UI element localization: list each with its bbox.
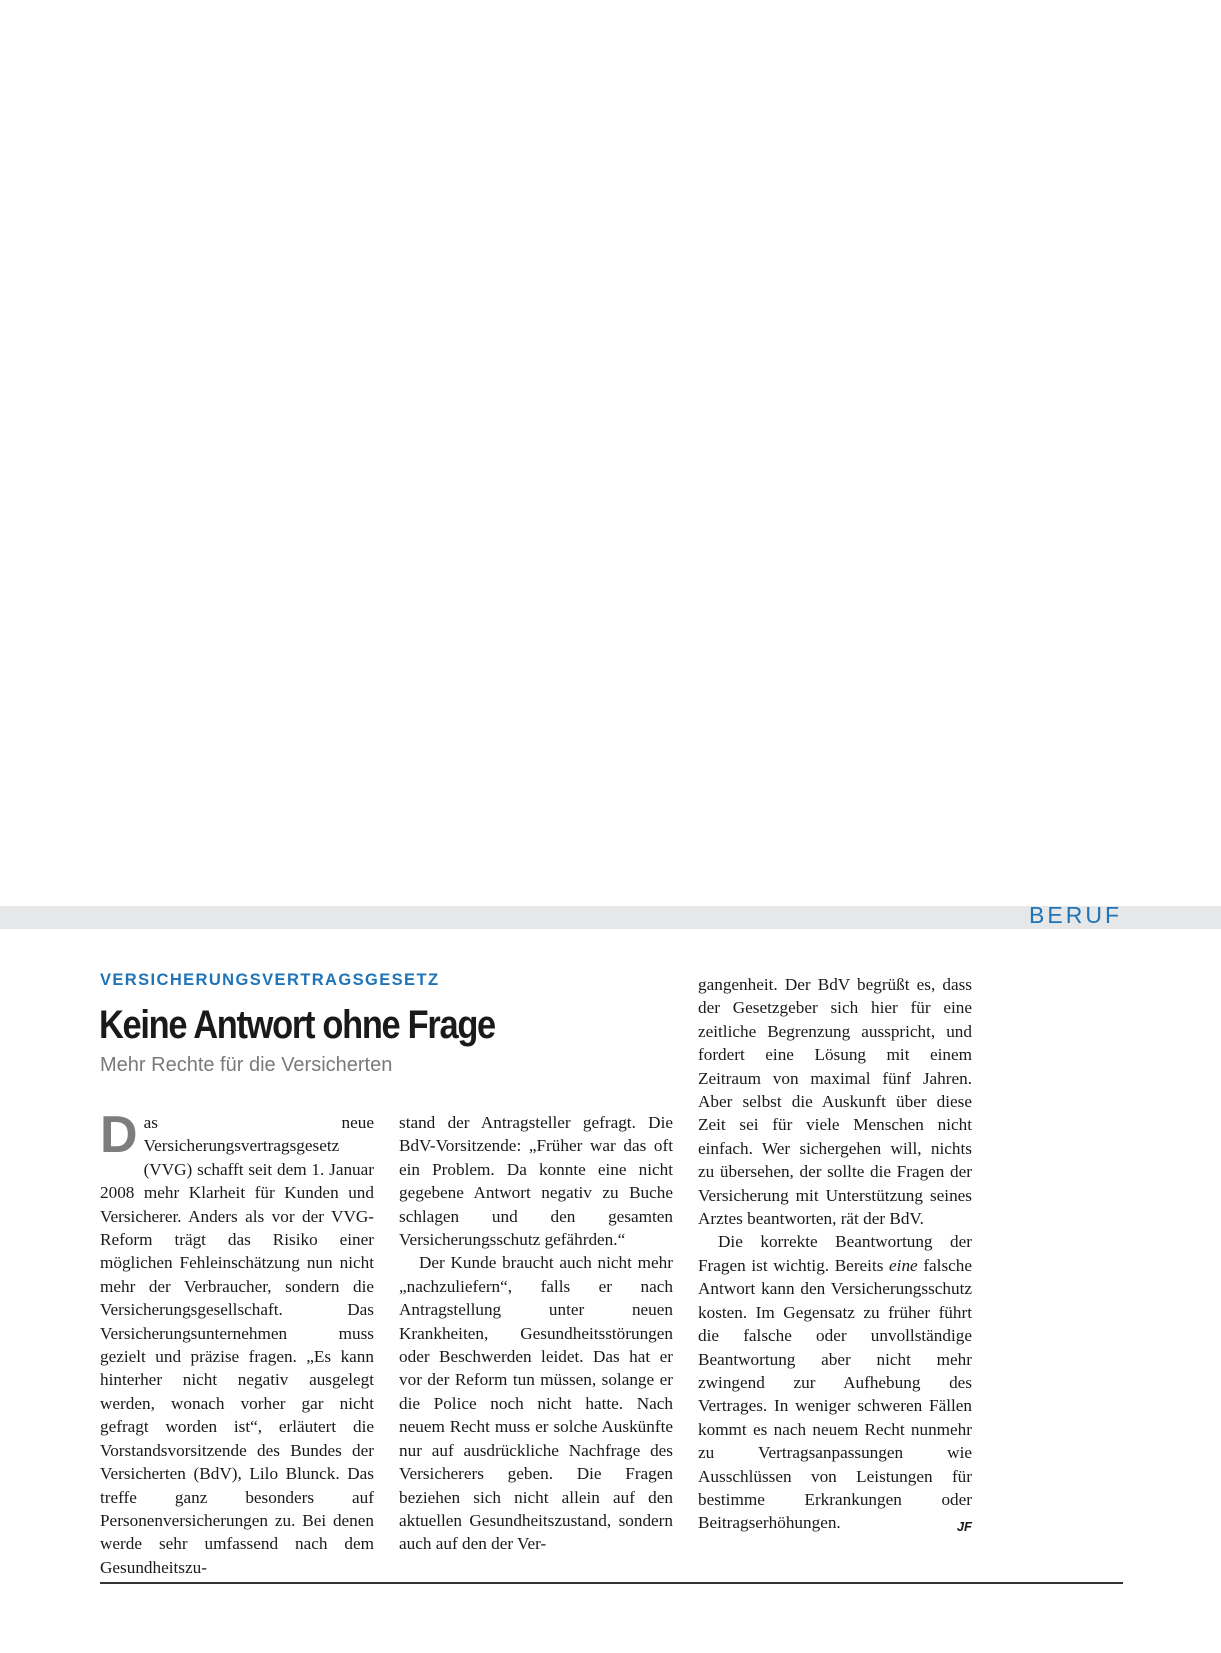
paragraph: gangenheit. Der BdV begrüßt es, dass der Gesetzgeber sich hier für eine zeitliche Begrenzung ausspricht, und fordert eine Lösung mit einem Zeitraum von maximal fünf Jahren. Aber selbst die Auskunft über diese Zeit sei für viele Menschen nicht einfach. Wer sichergehen will, nichts zu übersehen, der sollte die Fragen der Versicherung mit Unterstützung seines Arztes beantworten, rät der BdV.: [698, 975, 972, 1229]
article-column-3: [698, 973, 972, 1539]
paragraph: [100, 1106, 374, 1579]
paragraph: Der Kunde braucht auch nicht mehr „nachzuliefern“, falls er nach Antragstellung unter neuen Krankheiten, Gesundheitsstörungen oder Beschwerden leidet. Das hat er vor der Reform tun müssen, solange er die Police noch nicht hatte. Nach neuem Recht muss er solche Auskünfte nur auf ausdrückliche Nachfrage des Versicherers geben. Die Fragen beziehen sich nicht allein auf den aktuellen Gesundheitszustand, sondern auch auf den der Ver-: [399, 1253, 673, 1554]
paragraph: [698, 1230, 972, 1534]
paragraph-text: as neue Versicherungsvertragsgesetz (VVG) schafft seit dem 1. Januar 2008 mehr Klarheit für Kunden und Versicherer. Anders als vor der VVG-Reform trägt das Risiko einer möglichen Fehleinschätzung nun nicht mehr der Verbraucher, sondern die Versicherungsgesellschaft. Das Versicherungsunternehmen muss gezielt und präzise fragen. „Es kann hinterher nicht negativ ausgelegt werden, wonach vorher gar nicht gefragt worden ist“, erläutert die Vorstandsvorsitzende des Bundes der Versicherten (BdV), Lilo Blunck. Das treffe ganz besonders auf Personenversicherungen zu. Bei denen werde sehr umfassend nach dem Gesundheitszu-: [100, 1113, 374, 1577]
section-label: BERUF: [1029, 902, 1122, 928]
paragraph: stand der Antragsteller gefragt. Die BdV-Vorsitzende: „Früher war das oft ein Problem. Da konnte eine nicht gegebene Antwort negativ zu Buche schlagen und den gesamten Versicherungsschutz gefährden.“: [399, 1113, 673, 1250]
emphasis-text: eine: [889, 1255, 918, 1275]
drop-cap: D: [100, 1106, 138, 1164]
article-column-2: [399, 1111, 673, 1556]
author-initials: JF: [956, 1519, 972, 1535]
article-column-1: [100, 1106, 374, 1579]
article-subline: Mehr Rechte für die Versicherten: [100, 1054, 393, 1076]
article-headline: Keine Antwort ohne Frage: [99, 1003, 495, 1047]
article-kicker: VERSICHERUNGSVERTRAGSGESETZ: [100, 971, 440, 989]
paragraph-text: falsche Antwort kann den Versicherungsschutz kosten. Im Gegensatz zu früher führt die falsche oder unvollständige Beantwortung aber nicht mehr zwingend zur Aufhebung des Vertrages. In weniger schweren Fällen kommt es nach neuem Recht nunmehr zu Vertragsanpassungen wie Ausschlüssen von Leistungen für bestimme Erkrankungen oder Beitragserhöhungen.: [698, 1255, 972, 1533]
bottom-rule: [100, 1582, 1123, 1584]
paragraph-text: Die korrekte Beantwortung der Fragen ist wichtig. Bereits: [698, 1232, 972, 1275]
